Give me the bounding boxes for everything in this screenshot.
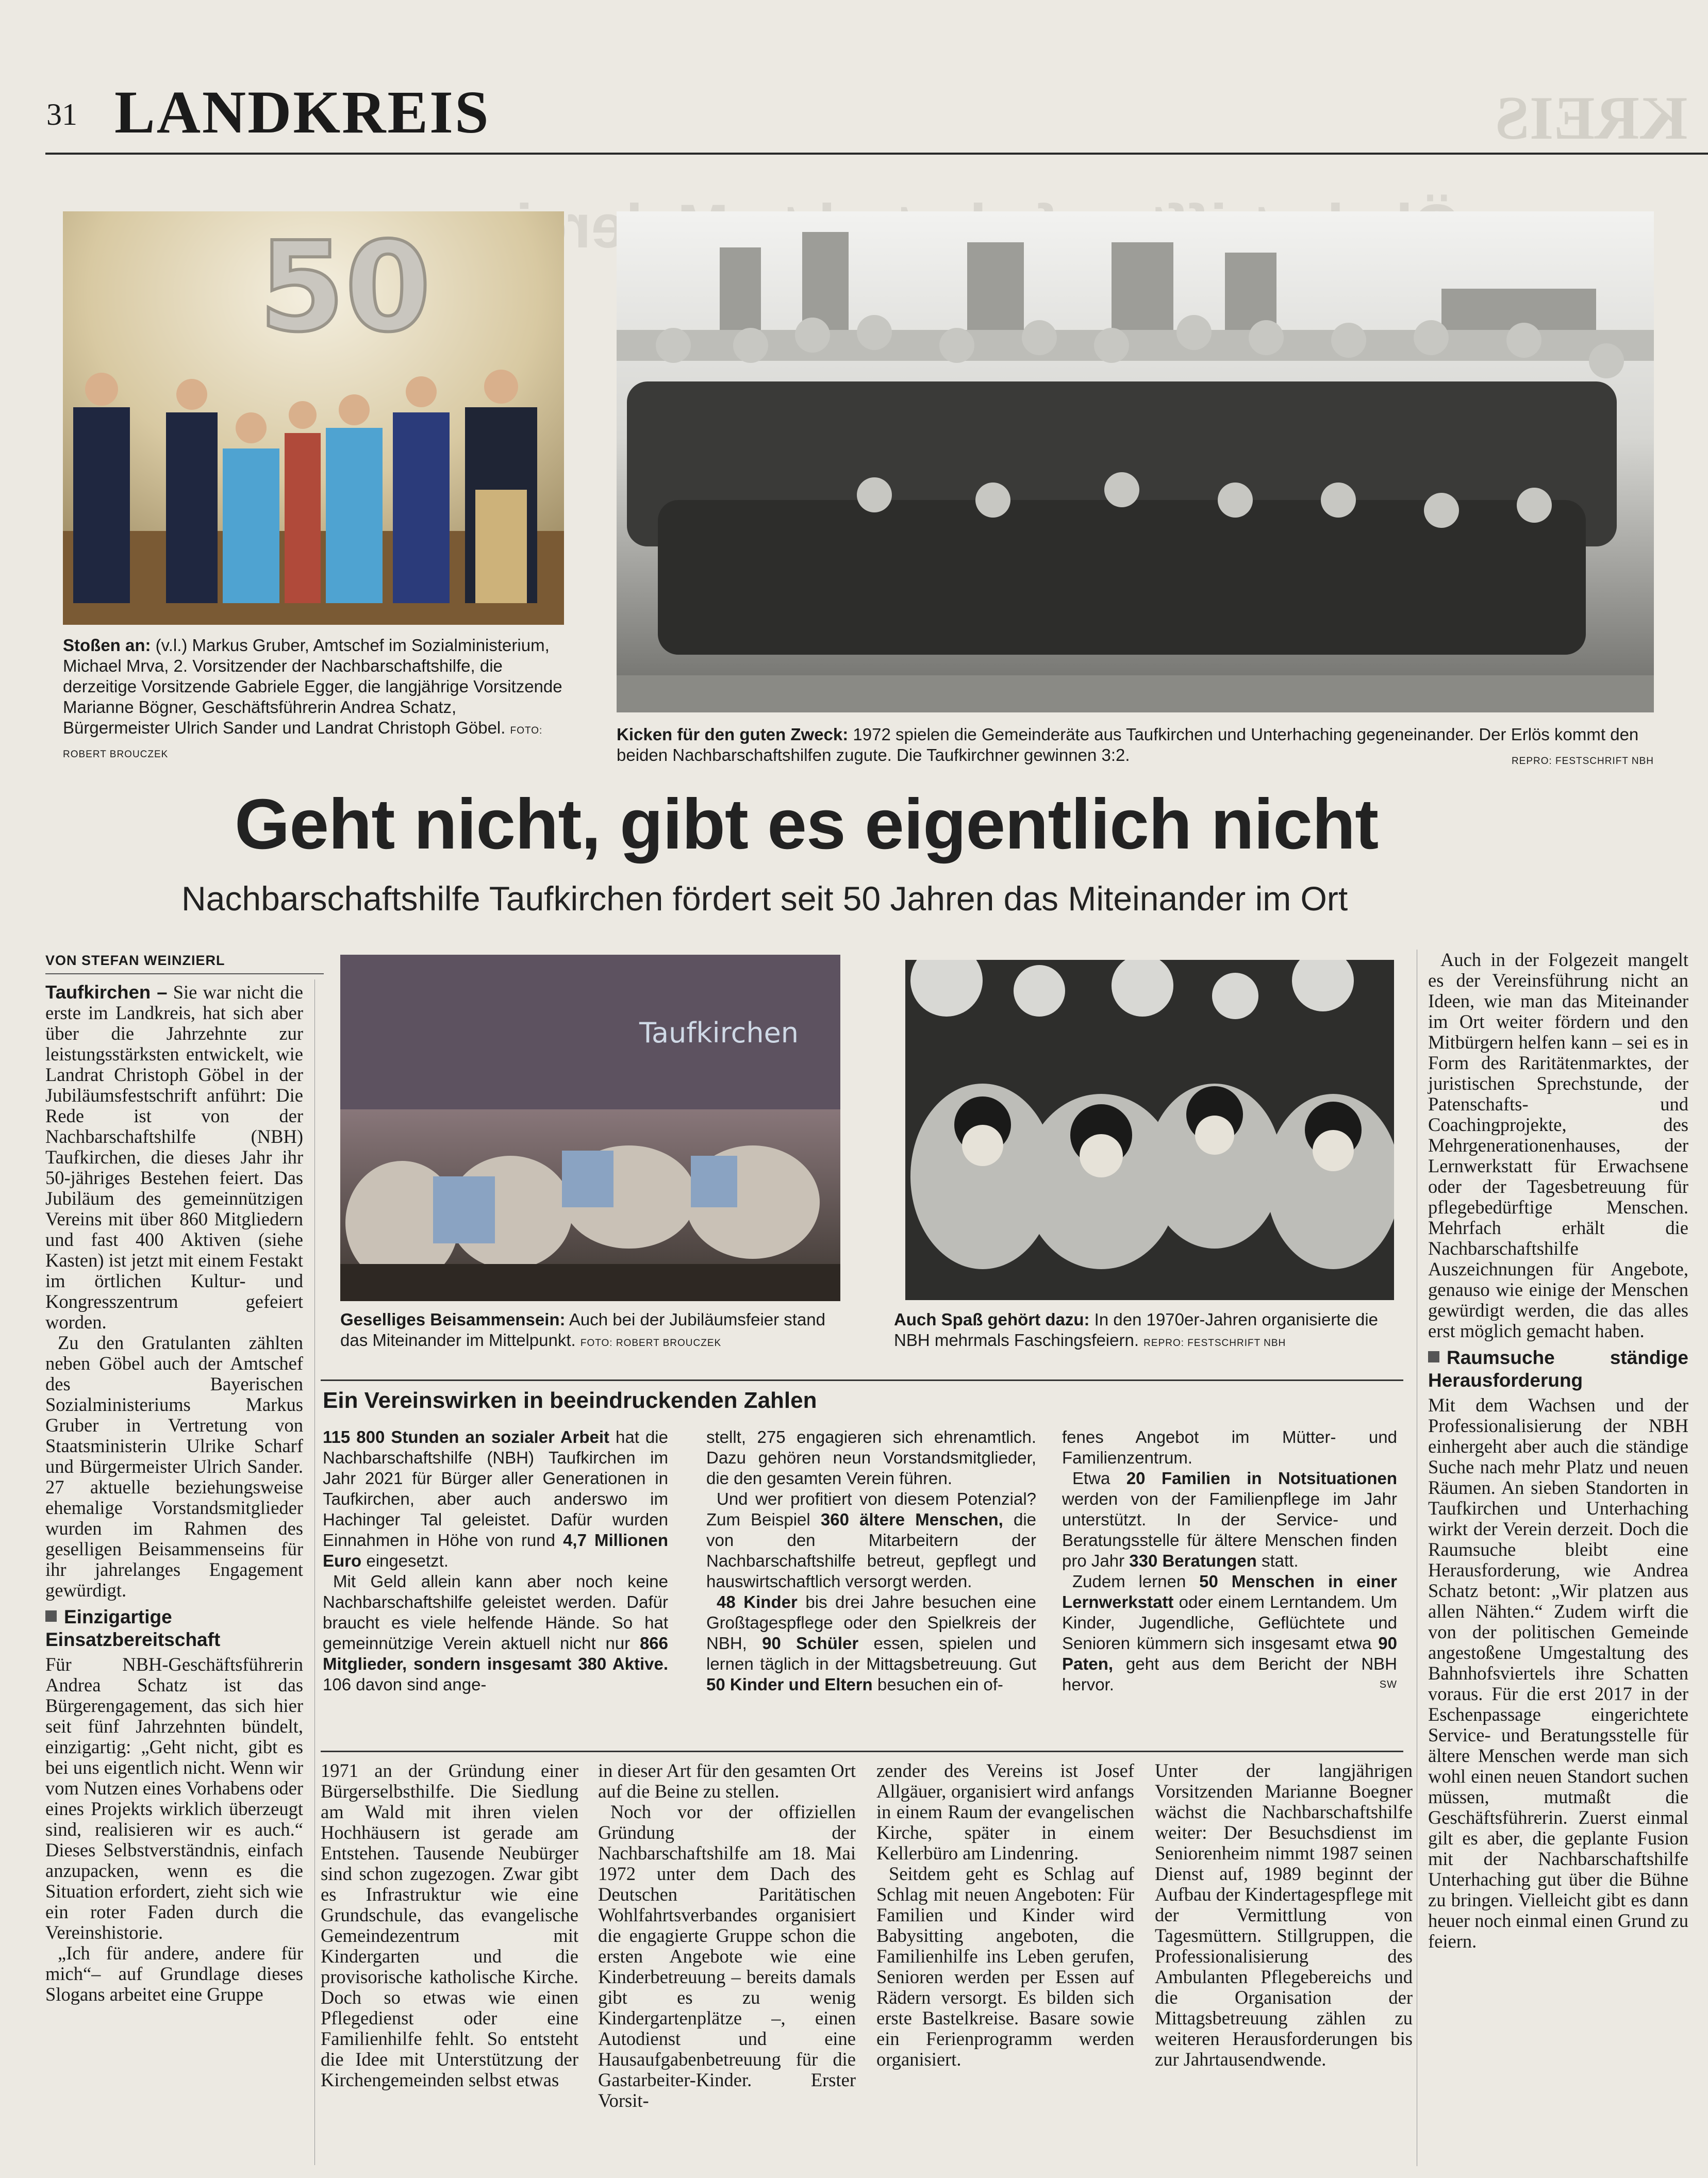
box-stat-hours: 115 800 Stunden an sozialer Arbeit (323, 1427, 609, 1447)
photo-football-team-1972 (617, 211, 1654, 712)
box-column-2 (706, 1427, 1036, 1695)
box-paragraph-7 (1062, 1468, 1397, 1571)
column-1-paragraph-4: „Ich für andere, andere für mich“– auf Grundlage dieses Slogans arbeitet eine Gruppe (45, 1942, 303, 2005)
photo-festival-hall (340, 955, 840, 1301)
box-signature: SW (1379, 1679, 1397, 1690)
box-paragraph-8-text-b: oder einem Lerntandem. Um Kinder, Jugendliche, Geflüchtete und Senioren kümmern sich insgesamt etwa (1062, 1592, 1397, 1653)
box-stat-pupils: 90 Schüler (762, 1634, 859, 1653)
caption-1-lead: Stoßen an: (63, 636, 151, 655)
box-stat-consultations: 330 Beratungen (1129, 1551, 1257, 1570)
caption-4-lead: Auch Spaß gehört dazu: (894, 1310, 1090, 1329)
box-paragraph-5 (706, 1592, 1036, 1695)
box-paragraph-5-text-b: essen, spielen und lernen täglich in der Mittagsbetreuung. Gut (706, 1634, 1037, 1673)
box-stat-seniors: 360 ältere Menschen, (820, 1510, 1003, 1529)
box-stat-emergency: 20 Familien in Notsituationen (1126, 1469, 1397, 1488)
bleed-through-heading: KREIS (1495, 84, 1687, 152)
box-stat-learners: 50 Menschen in einer Lernwerkstatt (1062, 1572, 1397, 1611)
box-paragraph-2-text-a: Mit Geld allein kann aber noch keine Nachbarschaftshilfe geleistet werden. Dafür braucht es viele helfende Hände. So hat gemeinnützige Verein aktuell nicht nur (323, 1572, 668, 1653)
caption-photo-1 (63, 635, 564, 765)
caption-2-text: 1972 spielen die Gemeinderäte aus Taufkirchen und Unterhaching gegeneinander. Der Erlös kommt den beiden Nachbarschaftshilfen zugute. Die Taufkirchner gewinnen 3:2. (617, 725, 1639, 764)
column-2-paragraph: 1971 an der Gründung einer Bürgerselbsthilfe. Die Siedlung am Wald mit ihren vielen Hochhäusern ist gerade am Entstehen. Tausende Neubürger sind schon zugezogen. Zwar gibt es Infrastruktur wie eine Grundschule, das evangelische Gemeindezentrum mit Kindergarten und die provisorische katholische Kirche. Doch so etwas wie einen Pflegedienst oder eine Familienhilfe fehlt. So entsteht die Idee mit Unterstützung der Kirchengemeinden selbst etwas (321, 1760, 578, 2090)
dateline: Taufkirchen – (45, 982, 168, 1003)
caption-3-text: Auch bei der Jubiläumsfeier stand das Miteinander im Mittelpunkt. (340, 1310, 826, 1350)
caption-photo-4 (894, 1309, 1395, 1354)
caption-2-lead: Kicken für den guten Zweck: (617, 725, 849, 744)
box-paragraph-7-text-c: statt. (1262, 1551, 1299, 1570)
caption-2-credit: REPRO: FESTSCHRIFT NBH (1511, 756, 1654, 767)
article-column-5 (1155, 1760, 1413, 2070)
caption-4-text: In den 1970er-Jahren organisierte die NBH mehrmals Faschingsfeiern. (894, 1310, 1379, 1350)
box-paragraph-7-text-b: werden von der Familienpflege im Jahr unterstützt. In der Service- und Beratungsstelle für ältere Menschen finden pro Jahr (1062, 1489, 1397, 1570)
box-paragraph-8-text-a: Zudem lernen (1072, 1572, 1186, 1591)
caption-3-lead: Geselliges Beisammensein: (340, 1310, 566, 1329)
box-stat-families: 50 Kinder und Eltern (706, 1675, 873, 1694)
article-column-1 (45, 982, 303, 2005)
column-5-paragraph: Unter der langjährigen Vorsitzenden Marianne Boegner wächst die Nachbarschaftshilfe weiter: Der Besuchsdienst im Seniorenheim nimmt 1987 seinen Dienst auf, 1989 beginnt der Aufbau der Kindertagespflege mit der Vermittlung von Tagesmüttern. Stillgruppen, die Professionalisierung des Ambulanten Pflegebereichs und die Organisation der Mittagsbetreuung zählen zu weiteren Herausforderungen bis zur Jahrtausendwende. (1155, 1760, 1413, 2070)
box-paragraph-2-text-b: 106 davon sind ange- (323, 1675, 487, 1694)
page-number: 31 (46, 97, 77, 131)
subhead-square-icon-2 (1428, 1351, 1439, 1362)
balloon-number-50: 50 (259, 215, 431, 359)
column-separator-1 (314, 979, 315, 2165)
hall-sign-text: Taufkirchen (639, 1017, 799, 1049)
subhead-raumsuche-text: Raumsuche ständige Herausforderung (1428, 1347, 1688, 1391)
box-paragraph-1-text-b: eingesetzt. (366, 1551, 449, 1570)
subhead-raumsuche (1428, 1346, 1688, 1392)
column-1-paragraph-1 (45, 982, 303, 1333)
article-column-2 (321, 1760, 578, 2090)
box-paragraph-5-text-a: bis drei Jahre besuchen eine Großtagespflege oder den Spielkreis der NBH, (706, 1592, 1037, 1653)
column-4-paragraph-1: zender des Vereins ist Josef Allgäuer, organisiert wird anfangs in einem Raum der evangelischen Kirche, später in einem Kellerbüro am Lindenring. (876, 1760, 1134, 1864)
box-paragraph-1-text-a: hat die Nachbarschaftshilfe (NBH) Taufkirchen im Jahr 2021 für Bürger aller Generationen in Taufkirchen, aber auch anderswo im Hachinger Tal geleistet. Dafür wurden Einnahmen in Höhe von rund (323, 1427, 668, 1550)
column-6-paragraph-2: Mit dem Wachsen und der Professionalisierung der NBH einhergeht aber auch die ständige Suche nach mehr Platz und neuen Räumen. An sieben Standorten in Taufkirchen und Unterhaching wirkt der Verein derzeit. Doch die Raumsuche bleibt eine Herausforderung, wie Andrea Schatz betont: „Wir platzen aus allen Nähten.“ Zudem wirft die von der politischen Gemeinde angestoßene Umgestaltung des Bahnhofsviertels ihre Schatten voraus. Für die erst 2017 in der Eschenpassage eingerichtete Service- und Beratungsstelle für ältere Menschen werde man sich wohl einen neuen Standort suchen müssen, mutmaßt die Geschäftsführerin. Zuerst einmal gilt es aber, die geplante Fusion mit der Nachbarschaftshilfe Unterhaching gut über die Bühne zu bringen. Vielleicht gibt es dann heuer noch einmal einen Grund zu feiern. (1428, 1394, 1688, 1952)
box-bottom-rule (321, 1751, 1403, 1752)
article-subheadline: Nachbarschaftshilfe Taufkirchen fördert seit 50 Jahren das Miteinander im Ort (181, 879, 1348, 918)
box-column-1 (323, 1427, 668, 1695)
header-rule (45, 153, 1708, 155)
box-paragraph-4-text-a: Und wer profitiert von diesem Potenzial? Zum Beispiel (706, 1489, 1036, 1529)
box-paragraph-4-text-b: die von den Mitarbeitern der Nachbarschaftshilfe betreut, gepflegt und hauswirtschaftlich versorgt werden. (706, 1510, 1037, 1591)
article-headline: Geht nicht, gibt es eigentlich nicht (235, 785, 1379, 864)
column-4-paragraph-2: Seitdem geht es Schlag auf Schlag mit neuen Angeboten: Für Familien und Kinder wird Babysitting angeboten, die Familienhilfe ins Leben gerufen, Senioren werden per Essen auf Rädern versorgt. Es bilden sich erste Bastelkreise. Basare sowie ein Ferienprogramm werden organisiert. (876, 1863, 1134, 2070)
box-paragraph-6: fenes Angebot im Mütter- und Familienzentrum. (1062, 1427, 1397, 1467)
column-3-paragraph-1: in dieser Art für den gesamten Ort auf die Beine zu stellen. (598, 1760, 856, 1802)
box-stat-children: 48 Kinder (717, 1592, 798, 1611)
photo-anniversary-toast (63, 211, 564, 625)
section-title: LANDKREIS (114, 78, 490, 146)
subhead-square-icon (45, 1610, 57, 1622)
box-paragraph-8-text-c: geht aus dem Bericht der NBH hervor. (1062, 1654, 1397, 1694)
box-paragraph-3: stellt, 275 engagieren sich ehrenamtlich. Dazu gehören neun Vorstandsmitglieder, die den gesamten Verein führen. (706, 1427, 1036, 1488)
caption-photo-3 (340, 1309, 840, 1354)
caption-photo-2 (617, 724, 1654, 772)
caption-1-text: (v.l.) Markus Gruber, Amtschef im Sozialministerium, Michael Mrva, 2. Vorsitzender der Nachbarschaftshilfe, die derzeitige Vorsitzende Gabriele Egger, die langjährige Vorsitzende Marianne Bögner, Geschäftsführerin Andrea Schatz, Bürgermeister Ulrich Sander und Landrat Christoph Göbel. (63, 636, 562, 737)
article-column-4 (876, 1760, 1134, 2070)
box-paragraph-8 (1062, 1571, 1397, 1695)
box-stat-mentors: 90 Paten, (1062, 1634, 1398, 1673)
caption-4-credit: REPRO: FESTSCHRIFT NBH (1143, 1338, 1286, 1349)
subhead-einsatzbereitschaft (45, 1606, 303, 1651)
article-column-6 (1428, 950, 1688, 1952)
article-column-3 (598, 1760, 856, 2111)
box-title: Ein Vereinswirken in beeindruckenden Zahlen (323, 1388, 817, 1413)
box-top-rule (321, 1379, 1403, 1381)
column-1-paragraph-2: Zu den Gratulanten zählten neben Göbel auch der Amtschef des Bayerischen Sozialministeriums Markus Gruber in Vertretung von Staatsministerin Ulrike Scharf und Bürgermeister Ulrich Sander. 27 aktuelle beziehungsweise ehemalige Vorstandsmitglieder wurden im Rahmen des geselligen Beisammenseins für ihr jahrelanges Engagement gewürdigt. (45, 1332, 303, 1601)
box-column-3 (1062, 1427, 1397, 1695)
column-1-paragraph-1-text: Sie war nicht die erste im Landkreis, hat sich aber über die Jahrzehnte zur leistungsstärksten entwickelt, wie Landrat Christoph Göbel in der Jubiläumsfestschrift anführt: Die Rede ist von der Nachbarschaftshilfe (NBH) Taufkirchen, die dieses Jahr ihr 50-jähriges Bestehen feiert. Das Jubiläum des gemeinnützigen Vereins mit über 860 Mitgliedern und fast 400 Aktiven (siehe Kasten) ist jetzt mit einem Festakt im örtlichen Kultur- und Kongresszentrum gefeiert worden. (45, 982, 304, 1333)
photo-carnival-image (905, 960, 1394, 1300)
box-paragraph-1 (323, 1427, 668, 1571)
box-stat-members: 866 Mitglieder, sondern insgesamt 380 Aktive. (323, 1634, 669, 1673)
caption-1-credit: FOTO: ROBERT BROUCZEK (63, 725, 543, 760)
photo-carnival-1970s (905, 960, 1394, 1300)
box-paragraph-7-text-a: Etwa (1072, 1469, 1110, 1488)
photo-festival-hall-image (340, 955, 840, 1301)
column-3-paragraph-2: Noch vor der offiziellen Gründung der Nachbarschaftshilfe am 18. Mai 1972 unter dem Dach des Deutschen Paritätischen Wohlfahrtsverbandes organisiert die engagierte Gruppe schon die ersten Angebote wie eine Kinderbetreuung – bereits damals gibt es zu wenig Kindergartenplätze –, einen Autodienst und eine Hausaufgabenbetreuung für die Gastarbeiter-Kinder. Erster Vorsit- (598, 1801, 856, 2111)
photo-football-team-image (617, 211, 1654, 712)
byline-rule (45, 973, 324, 974)
subhead-einsatzbereitschaft-text: Einzigartige Einsatzbereitschaft (45, 1606, 221, 1650)
caption-3-credit: FOTO: ROBERT BROUCZEK (580, 1338, 722, 1349)
column-6-paragraph-1: Auch in der Folgezeit mangelt es der Vereinsführung nicht an Ideen, wie man das Miteinander im Ort weiter fördern und den Mitbürgern helfen kann – sei es in Form des Raritätenmarktes, der juristischen Sprechstunde, der Patenschafts- und Coachingprojekte, des Mehrgenerationenhauses, der Lernwerkstatt für Erwachsene oder der Tagesbetreuung für pflegebedürftige Menschen. Mehrfach erhält die Nachbarschaftshilfe Auszeichnungen für Angebote, genauso wie einige der Menschen gewürdigt werden, die das alles erst möglich gemacht haben. (1428, 949, 1688, 1341)
photo-anniversary-toast-image (63, 211, 564, 625)
box-stat-revenue: 4,7 Millionen Euro (323, 1531, 668, 1570)
column-1-paragraph-3: Für NBH-Geschäftsführerin Andrea Schatz ist das Bürgerengagement, das sich hier seit fünf Jahrzehnten bündelt, einzigartig: „Geht nicht, gibt es bei uns eigentlich nicht. Wenn wir vom Nutzen eines Vorhabens oder eines Projekts wirklich überzeugt sind, realisieren wir es auch.“ Dieses Selbstverständnis, einfach anzupacken, wenn es die Situation erfordert, zieht sich wie ein roter Faden durch die Vereinshistorie. (45, 1654, 303, 1943)
box-paragraph-2 (323, 1571, 668, 1695)
byline: VON STEFAN WEINZIERL (45, 953, 225, 968)
box-paragraph-4 (706, 1489, 1036, 1592)
box-paragraph-5-text-c: besuchen ein of- (877, 1675, 1003, 1694)
